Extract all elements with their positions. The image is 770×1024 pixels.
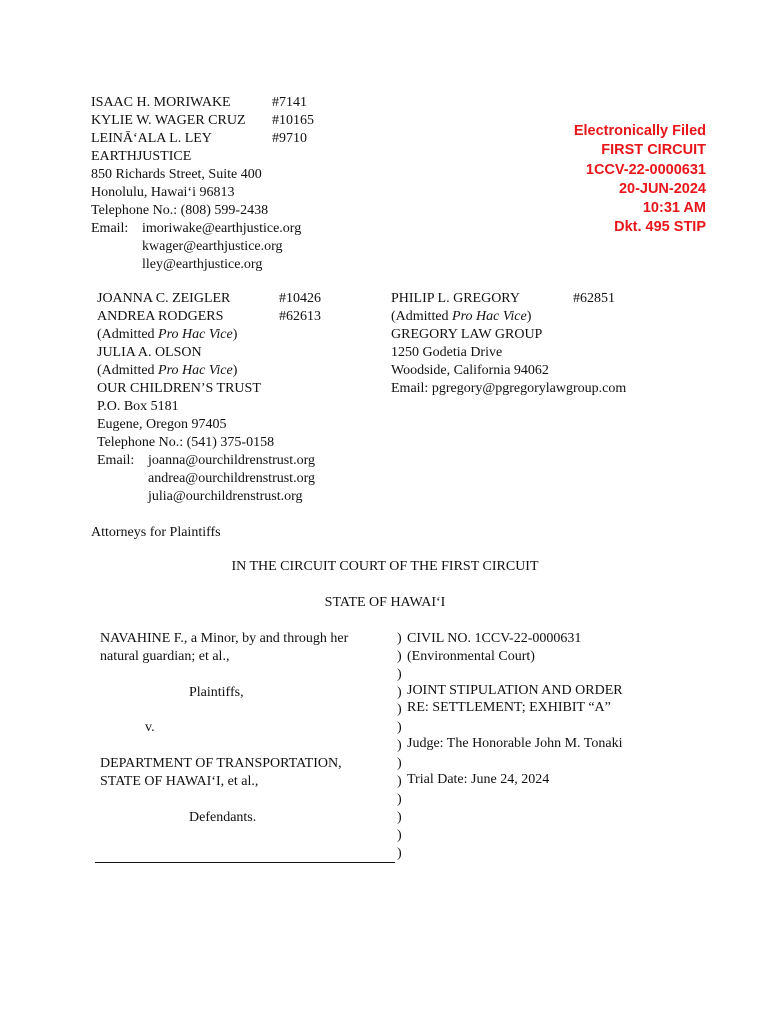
caption-paren: ) [397, 702, 402, 717]
firm-name: EARTHJUSTICE [91, 149, 192, 164]
firm-email[interactable]: Email: pgregory@pgregorylawgroup.com [391, 381, 627, 396]
caption-underline [95, 862, 395, 863]
email-link[interactable]: joanna@ourchildrenstrust.org [148, 453, 315, 468]
attorney-bar-number: #62851 [573, 291, 615, 306]
court-name: IN THE CIRCUIT COURT OF THE FIRST CIRCUIT [231, 559, 539, 574]
attorneys-for-label: Attorneys for Plaintiffs [91, 525, 221, 540]
court-state: STATE OF HAWAIʻI [324, 595, 446, 610]
attorney-bar-number: #10165 [272, 113, 314, 128]
plaintiffs-label: Plaintiffs, [189, 685, 244, 700]
firm-po-box: P.O. Box 5181 [97, 399, 179, 414]
email-label: Email: [91, 221, 129, 236]
caption-paren: ) [397, 828, 402, 843]
defendant-name: DEPARTMENT OF TRANSPORTATION, [100, 756, 342, 771]
attorney-name: ISAAC H. MORIWAKE [91, 95, 231, 110]
caption-paren: ) [397, 685, 402, 700]
caption-paren: ) [397, 738, 402, 753]
attorney-bar-number: #7141 [272, 95, 307, 110]
judge-line: Judge: The Honorable John M. Tonaki [407, 736, 623, 751]
stamp-line: 20-JUN-2024 [618, 180, 706, 197]
email-link[interactable]: lley@earthjustice.org [142, 257, 263, 272]
email-link[interactable]: kwager@earthjustice.org [142, 239, 283, 254]
plaintiff-name-cont: natural guardian; et al., [100, 649, 230, 664]
caption-paren: ) [397, 810, 402, 825]
caption-paren: ) [397, 631, 402, 646]
firm-name: OUR CHILDREN’S TRUST [97, 381, 261, 396]
firm-street: 850 Richards Street, Suite 400 [91, 167, 262, 182]
caption-paren: ) [397, 720, 402, 735]
defendants-label: Defendants. [189, 810, 257, 825]
attorney-name: KYLIE W. WAGER CRUZ [91, 113, 246, 128]
caption-paren: ) [397, 846, 402, 861]
firm-name: GREGORY LAW GROUP [391, 327, 543, 342]
caption-paren: ) [397, 667, 402, 682]
stamp-line: FIRST CIRCUIT [601, 142, 706, 159]
email-link[interactable]: imoriwake@earthjustice.org [142, 221, 302, 236]
firm-city: Eugene, Oregon 97405 [97, 417, 227, 432]
filing-stamp [574, 122, 706, 238]
pro-hac-vice-note: (Admitted Pro Hac Vice) [391, 309, 532, 324]
plaintiff-name: NAVAHINE F., a Minor, by and through her [100, 631, 349, 646]
stamp-line: 1CCV-22-0000631 [585, 161, 706, 178]
email-link[interactable]: andrea@ourchildrenstrust.org [148, 471, 315, 486]
trial-date: Trial Date: June 24, 2024 [407, 772, 550, 787]
attorney-name: ANDREA RODGERS [97, 309, 224, 324]
attorney-name: JOANNA C. ZEIGLER [97, 291, 231, 306]
defendant-name-cont: STATE OF HAWAIʻI, et al., [100, 774, 259, 789]
firm-phone: Telephone No.: (541) 375-0158 [97, 435, 275, 450]
stamp-line: Electronically Filed [573, 123, 706, 139]
pro-hac-vice-note: (Admitted Pro Hac Vice) [97, 363, 238, 378]
attorney-name: LEINĀʻALA L. LEY [91, 131, 212, 146]
court-type: (Environmental Court) [407, 649, 535, 664]
stamp-line: Dkt. 495 STIP [614, 219, 706, 236]
email-link[interactable]: julia@ourchildrenstrust.org [148, 489, 303, 504]
caption-paren: ) [397, 756, 402, 771]
firm-city: Honolulu, Hawaiʻi 96813 [91, 185, 235, 200]
email-label: Email: [97, 453, 135, 468]
attorney-bar-number: #62613 [279, 309, 321, 324]
firm-city: Woodside, California 94062 [391, 363, 549, 378]
firm-street: 1250 Godetia Drive [391, 345, 503, 360]
stamp-line: 10:31 AM [642, 200, 706, 217]
document-title: JOINT STIPULATION AND ORDER [407, 683, 623, 698]
attorney-bar-number: #9710 [272, 131, 307, 146]
pro-hac-vice-note: (Admitted Pro Hac Vice) [97, 327, 238, 342]
attorney-name: JULIA A. OLSON [97, 345, 202, 360]
caption-paren: ) [397, 774, 402, 789]
versus-label: v. [145, 720, 155, 735]
attorney-bar-number: #10426 [279, 291, 321, 306]
document-title-cont: RE: SETTLEMENT; EXHIBIT “A” [407, 700, 611, 715]
caption-paren: ) [397, 792, 402, 807]
firm-phone: Telephone No.: (808) 599-2438 [91, 203, 269, 218]
attorney-name: PHILIP L. GREGORY [391, 291, 520, 306]
caption-paren: ) [397, 649, 402, 664]
civil-number: CIVIL NO. 1CCV-22-0000631 [407, 631, 582, 646]
